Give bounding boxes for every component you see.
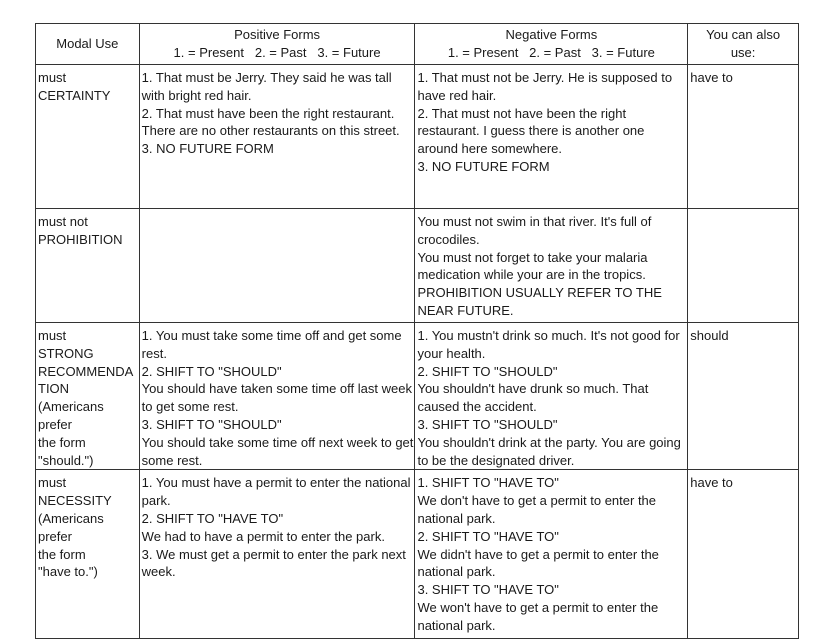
also-use-text: have to — [690, 475, 733, 491]
header-row — [36, 24, 799, 65]
modal-line: prefer — [38, 416, 72, 432]
modal-line: CERTAINTY — [38, 87, 111, 103]
example-line: We had to have a permit to enter the park. — [141, 528, 385, 544]
modal-line: prefer — [38, 528, 72, 544]
header-negative-title: Negative Forms — [505, 27, 598, 43]
positive-forms-cell — [139, 65, 415, 209]
modal-line: (Americans — [38, 399, 104, 415]
header-also-use — [688, 24, 799, 65]
modal-line: the form — [38, 546, 86, 562]
example-line: 1. SHIFT TO "HAVE TO" — [417, 475, 559, 491]
example-line: PROHIBITION USUALLY REFER TO THE NEAR FUTURE. — [417, 285, 662, 318]
example-line: We don't have to get a permit to enter the national park. — [417, 493, 657, 526]
modal-verbs-table — [35, 23, 799, 639]
modal-line: must — [38, 328, 67, 343]
negative-forms-cell — [415, 65, 688, 209]
example-line: You must not swim in that river. It's full of crocodiles. — [417, 214, 652, 247]
modal-use-cell — [36, 65, 140, 209]
header-also-use-line1: You can also — [706, 27, 781, 43]
header-positive-title: Positive Forms — [234, 27, 321, 43]
modal-use-cell — [36, 209, 140, 323]
example-line: 2. That must not have been the right restaurant. I guess there is another one around here somewhere. — [417, 105, 645, 157]
modal-line: "should.") — [38, 452, 94, 468]
example-line: 2. SHIFT TO "HAVE TO" — [141, 510, 284, 526]
table-row — [36, 209, 799, 323]
positive-forms-cell — [139, 470, 415, 639]
modal-line: (Americans — [38, 510, 104, 526]
header-also-use-line2: use: — [730, 45, 756, 60]
example-line: You shouldn't drink at the party. You are going to be the designated driver. — [417, 434, 681, 468]
header-positive-forms — [139, 24, 415, 65]
header-modal-use-label: Modal Use — [56, 36, 119, 52]
example-line: 1. That must not be Jerry. He is supposed to have red hair. — [417, 70, 673, 103]
negative-forms-cell — [415, 209, 688, 323]
positive-forms-cell — [139, 323, 415, 470]
modal-line: must — [38, 70, 67, 85]
also-use-text: have to — [690, 70, 733, 85]
modal-line: must not — [38, 214, 88, 229]
modal-use-cell — [36, 323, 140, 470]
modal-line: the form — [38, 434, 86, 450]
example-line: We won't have to get a permit to enter the national park. — [417, 599, 659, 633]
also-use-cell — [688, 470, 799, 639]
positive-forms-cell — [139, 209, 415, 323]
example-line: 3. We must get a permit to enter the park next week. — [141, 546, 406, 580]
also-use-text: should — [690, 328, 729, 343]
modal-line: "have to.") — [38, 564, 98, 580]
example-line: 2. SHIFT TO "SHOULD" — [417, 363, 558, 379]
example-line: You shouldn't have drunk so much. That caused the accident. — [417, 381, 649, 415]
example-line: 3. NO FUTURE FORM — [417, 158, 550, 174]
header-modal-use — [36, 24, 140, 65]
example-line: 3. SHIFT TO "SHOULD" — [417, 416, 558, 432]
also-use-cell — [688, 323, 799, 470]
modal-line: PROHIBITION — [38, 231, 123, 247]
also-use-cell — [688, 65, 799, 209]
modal-line: must — [38, 475, 67, 491]
example-line: 3. SHIFT TO "HAVE TO" — [417, 582, 559, 598]
negative-forms-cell — [415, 470, 688, 639]
example-line: 2. SHIFT TO "SHOULD" — [141, 363, 282, 379]
modal-line: NECESSITY — [38, 493, 112, 509]
header-positive-sub: 1. = Present 2. = Past 3. = Future — [173, 45, 381, 60]
example-line: 2. SHIFT TO "HAVE TO" — [417, 528, 559, 544]
example-line: 1. You mustn't drink so much. It's not good for your health. — [417, 328, 680, 361]
table-row — [36, 65, 799, 209]
example-line: 3. NO FUTURE FORM — [141, 141, 274, 157]
example-line: 3. SHIFT TO "SHOULD" — [141, 416, 282, 432]
header-negative-forms — [415, 24, 688, 65]
example-line: 1. You must take some time off and get some rest. — [141, 328, 402, 361]
example-line: 2. That must have been the right restaurant. There are no other restaurants on this street. — [141, 105, 400, 139]
example-line: 1. That must be Jerry. They said he was tall with bright red hair. — [141, 70, 392, 103]
example-line: You should take some time off next week to get some rest. — [141, 434, 414, 468]
example-line: We didn't have to get a permit to enter the national park. — [417, 546, 659, 580]
example-line: You should have taken some time off last week to get some rest. — [141, 381, 412, 415]
table-row — [36, 323, 799, 470]
modal-line: STRONG — [38, 345, 94, 361]
negative-forms-cell — [415, 323, 688, 470]
modal-use-cell — [36, 470, 140, 639]
modal-line: RECOMMENDATION — [38, 363, 134, 397]
header-negative-sub: 1. = Present 2. = Past 3. = Future — [447, 45, 655, 60]
table-row — [36, 470, 799, 639]
example-line: 1. You must have a permit to enter the national park. — [141, 475, 411, 509]
example-line: You must not forget to take your malaria medication while your are in the tropics. — [417, 249, 648, 283]
also-use-cell — [688, 209, 799, 323]
